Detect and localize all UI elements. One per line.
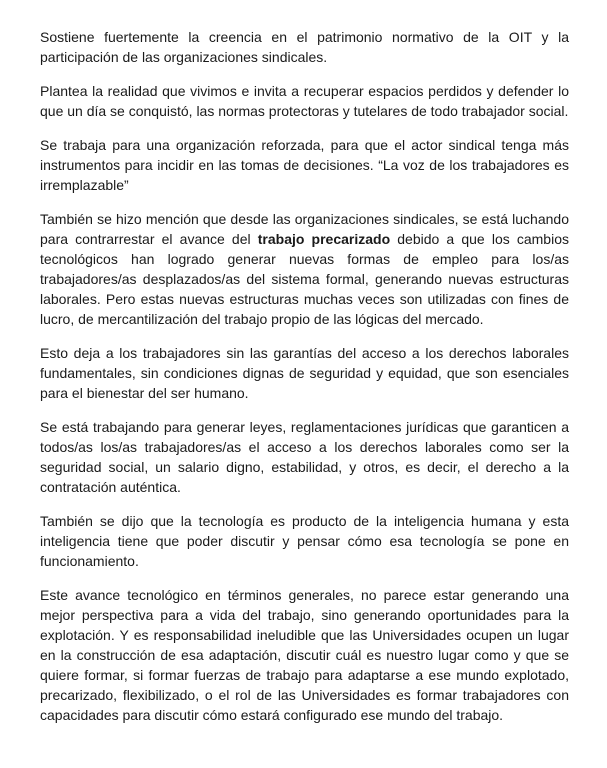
paragraph-reinforced-organization: Se trabaja para una organización reforzada, para que el actor sindical tenga más instrumentos para incidir en las tomas de decisiones. “La voz de los trabajadores es irremplazable”: [40, 137, 569, 193]
precarious-work-emphasis: trabajo precarizado: [257, 231, 391, 247]
document-page: [40, 27, 569, 739]
paragraph-universities-role: Este avance tecnológico en términos generales, no parece estar generando una mejor perspectiva para a vida del trabajo, sino generando oportunidades para la explotación. Y es responsabilidad ineludible que las Universidades ocupen un lugar en la construcción de esa adaptación, discutir cuál es nuestro lugar como y que se quiere formar, si formar fuerzas de trabajo para adaptarse a ese mundo explotado, precarizado, flexibilizado, o el rol de las Universidades es formar trabajadores con capacidades para discutir cómo estará configurado ese mundo del trabajo.: [40, 587, 569, 723]
paragraph-precarious-work: [40, 209, 569, 329]
paragraph-precarious-work-body: debido a que los cambios tecnológicos han logrado generar nuevas formas de empleo para los/as trabajadores/as desplazados/as del sistema formal, generando nuevas estructuras laborales. Pero estas nuevas estructuras muchas veces son utilizadas con fines de lucro, de mercantilización del trabajo propio de las lógicas del mercado.: [40, 231, 569, 327]
paragraph-technology-intelligence: También se dijo que la tecnología es producto de la inteligencia humana y esta inteligencia tiene que poder discutir y pensar cómo esa tecnología se pone en funcionamiento.: [40, 513, 569, 569]
paragraph-laws-regulations: Se está trabajando para generar leyes, reglamentaciones jurídicas que garanticen a todos/as los/as trabajadores/as el acceso a los derechos laborales como ser la seguridad social, un salario digno, estabilidad, y otros, es decir, el derecho a la contratación auténtica.: [40, 419, 569, 495]
paragraph-oit-heritage: Sostiene fuertemente la creencia en el patrimonio normativo de la OIT y la participación de las organizaciones sindicales.: [40, 29, 569, 65]
paragraph-precarious-work-intro: También se hizo mención que desde las organizaciones sindicales, se está luchando para contrarrestar el avance del: [40, 211, 569, 247]
paragraph-labor-guarantees: Esto deja a los trabajadores sin las garantías del acceso a los derechos laborales fundamentales, sin condiciones dignas de seguridad y equidad, que son esenciales para el bienestar del ser humano.: [40, 345, 569, 401]
paragraph-recover-spaces: Plantea la realidad que vivimos e invita a recuperar espacios perdidos y defender lo que un día se conquistó, las normas protectoras y tutelares de todo trabajador social.: [40, 83, 569, 119]
